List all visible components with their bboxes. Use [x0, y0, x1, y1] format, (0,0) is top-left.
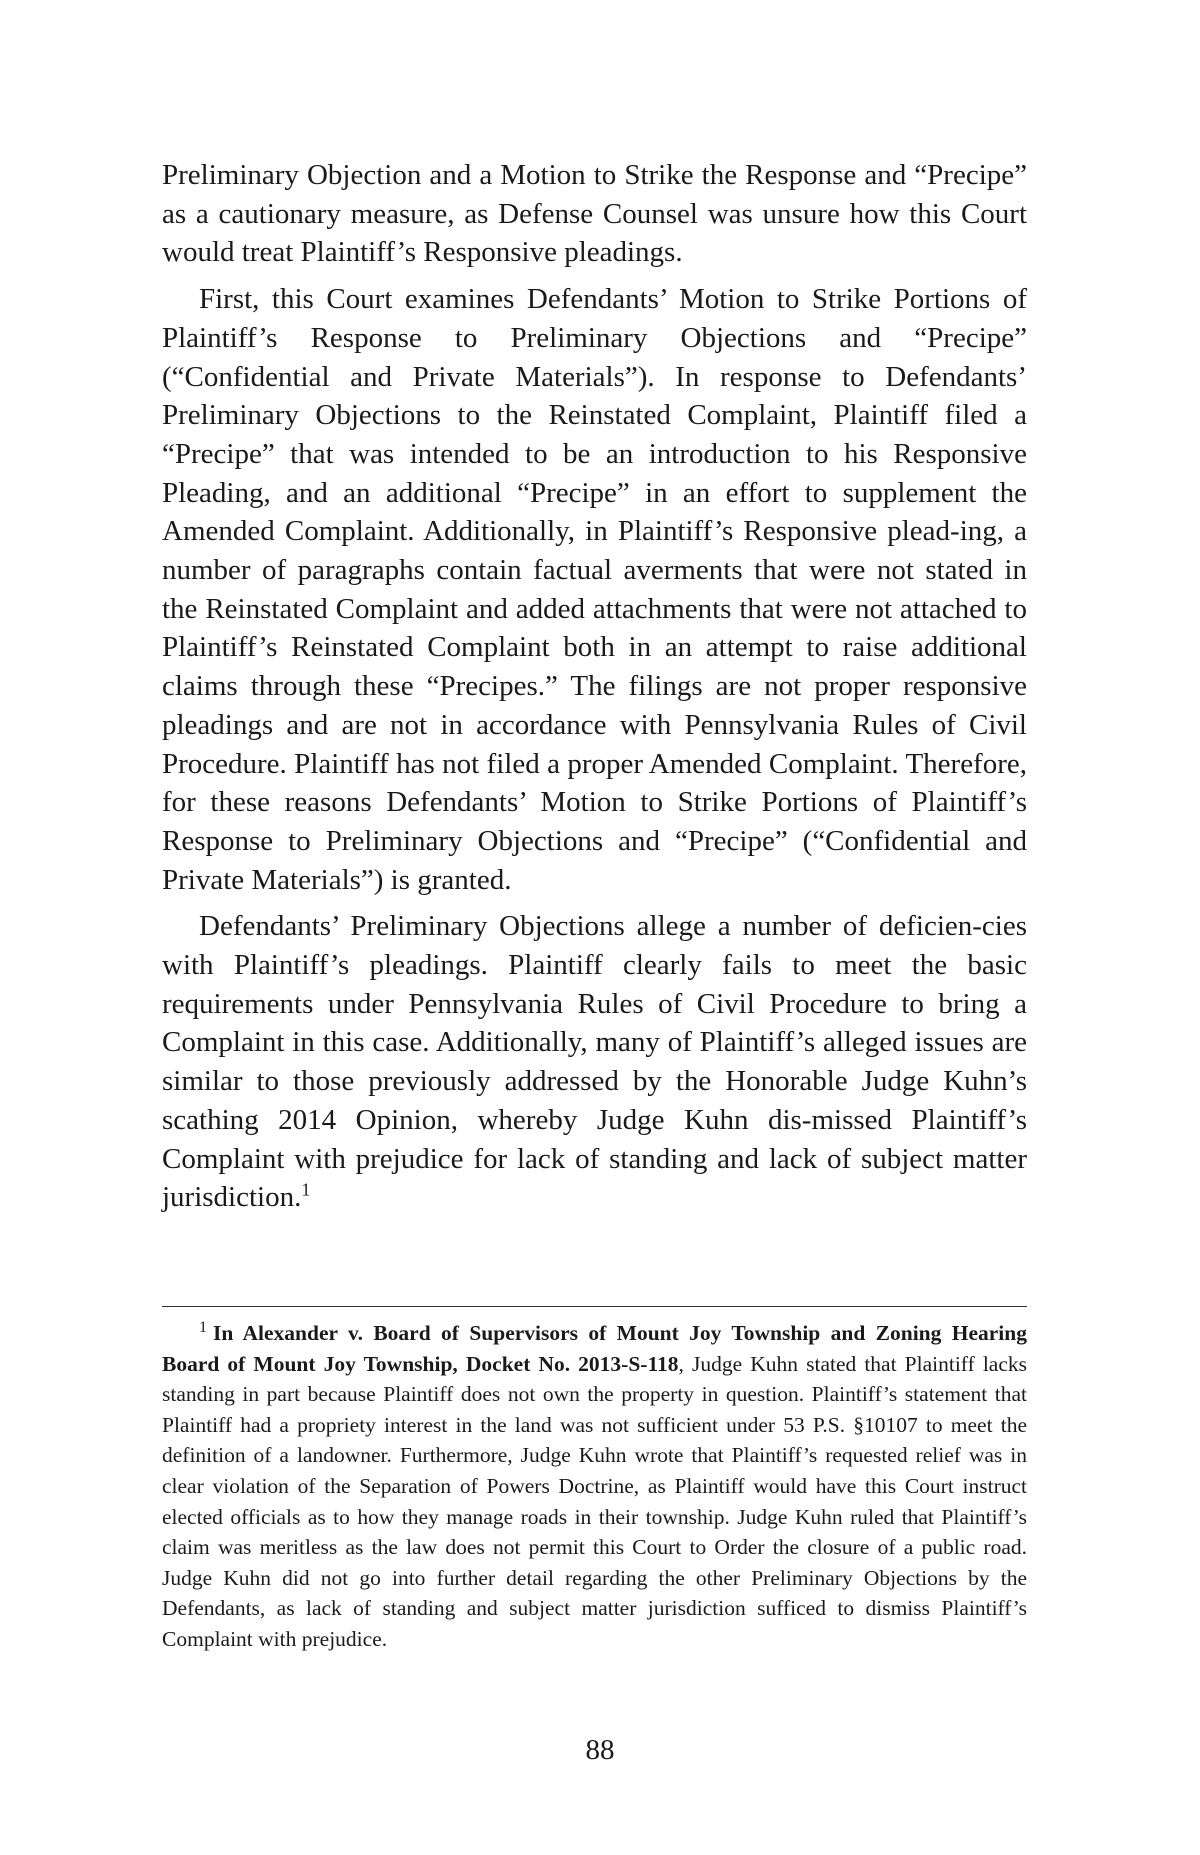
page-number: 88 — [585, 1734, 615, 1766]
paragraph-3-text: Defendants’ Preliminary Objections allege a number of deficien-cies with Plaintiff’s pleadings. Plaintiff clearly fails to meet the basic requirements under Pennsylvania Rules of Civil Procedure to bring a Complaint in this case. Additionally, many of Plaintiff’s alleged issues are similar to those previously addressed by the Honorable Judge Kuhn’s scathing 2014 Opinion, whereby Judge Kuhn dis-missed Plaintiff’s Complaint with prejudice for lack of standing and lack of subject matter jurisdiction. — [162, 910, 1027, 1214]
footnote-divider — [162, 1306, 1027, 1307]
paragraph-continued — [162, 156, 1027, 272]
paragraph — [162, 280, 1027, 899]
footnote-case-citation: In Alexander v. Board of Supervisors of Mount Joy Township and Zoning Hearing Board of Mount Joy Township, Docket No. 2013-S-118 — [162, 1321, 1027, 1376]
body-text — [162, 156, 1027, 1225]
paragraph-1-text: Preliminary Objection and a Motion to Strike the Response and “Precipe” as a cautionary measure, as Defense Counsel was unsure how this Court would treat Plaintiff’s Responsive pleadings. — [162, 159, 1027, 269]
footnote-marker: 1 — [199, 1318, 207, 1336]
paragraph-2-text: First, this Court examines Defendants’ Motion to Strike Portions of Plaintiff’s Response to Preliminary Objections and “Precipe” (“Confidential and Private Materials”). In response to Defendants’ Preliminary Objections to the Reinstated Complaint, Plaintiff filed a “Precipe” that was intended to be an introduction to his Responsive Pleading, and an additional “Precipe” in an effort to supplement the Amended Complaint. Additionally, in Plaintiff’s Responsive plead-ing, a number of paragraphs contain factual averments that were not stated in the Reinstated Complaint and added attachments that were not attached to Plaintiff’s Reinstated Complaint both in an attempt to raise additional claims through these “Precipes.” The filings are not proper responsive pleadings and are not in accordance with Pennsylvania Rules of Civil Procedure. Plaintiff has not filed a proper Amended Complaint. Therefore, for these reasons Defendants’ Motion to Strike Portions of Plaintiff’s Response to Preliminary Objections and “Precipe” (“Confidential and Private Materials”) is granted. — [162, 283, 1027, 896]
footnote — [162, 1318, 1027, 1655]
footnotes — [162, 1318, 1027, 1655]
footnote-reference[interactable]: 1 — [301, 1179, 311, 1200]
paragraph — [162, 907, 1027, 1217]
footnote-text: , Judge Kuhn stated that Plaintiff lacks standing in part because Plaintiff does not own the property in question. Plaintiff’s statement that Plaintiff had a propriety interest in the land was not sufficient under 53 P.S. §10107 to meet the definition of a landowner. Furthermore, Judge Kuhn wrote that Plaintiff’s requested relief was in clear violation of the Separation of Powers Doctrine, as Plaintiff would have this Court instruct elected officials as to how they manage roads in their township. Judge Kuhn ruled that Plaintiff’s claim was meritless as the law does not permit this Court to Order the closure of a public road. Judge Kuhn did not go into further detail regarding the other Preliminary Objections by the Defendants, as lack of standing and subject matter jurisdiction sufficed to dismiss Plaintiff’s Complaint with prejudice. — [162, 1351, 1027, 1651]
